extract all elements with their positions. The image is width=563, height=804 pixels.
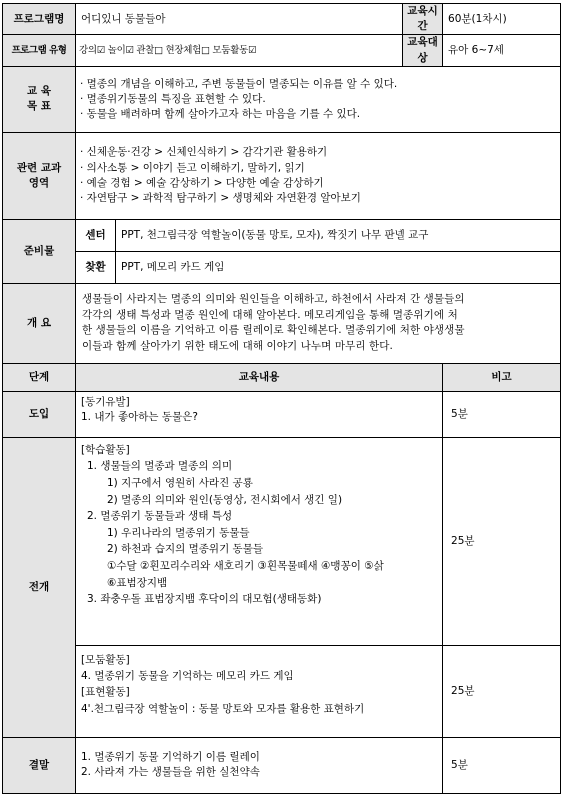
program-type-label: 프로그램 유형	[3, 35, 76, 66]
closing-row	[3, 737, 561, 793]
development-row-1	[3, 437, 561, 645]
goals-label-line2: 목 표	[27, 100, 51, 113]
activity-line: 4. 멸종위기 동물을 기억하는 메모리 카드 게임	[81, 670, 294, 683]
intro-stage: 도입	[3, 391, 76, 437]
activity-line: [학습활동]	[81, 443, 130, 456]
curriculum-row	[3, 132, 561, 219]
intro-line: [동기유발]	[81, 395, 130, 408]
lesson-plan-table	[2, 3, 561, 794]
materials-row-field	[3, 251, 561, 283]
goal-item: · 동물을 배려하며 함께 살아가고자 하는 마음을 기를 수 있다.	[80, 107, 361, 120]
materials-items: PPT, 천그림극장 역할놀이(동물 망토, 모자), 짝짓기 나무 판넬 교구	[116, 219, 561, 251]
materials-place: 찾환	[76, 251, 116, 283]
overview-text	[76, 283, 561, 363]
activity-line: ⑥표범장지뱀	[107, 576, 168, 589]
activity-line: 1) 우리나라의 멸종위기 동물들	[107, 526, 250, 539]
goals-label	[3, 66, 76, 132]
curriculum-item: · 예술 경험 > 예술 감상하기 > 다양한 예술 감상하기	[80, 176, 324, 189]
goals-list	[76, 66, 561, 132]
goals-label-line1: 교 육	[27, 85, 51, 98]
materials-place: 센터	[76, 219, 116, 251]
overview-line: 생물들이 사라지는 멸종의 의미와 원인들을 이해하고, 하천에서 사라져 간 생물들의	[82, 292, 465, 305]
materials-label: 준비물	[3, 219, 76, 283]
overview-line: 각각의 생태 특성과 멸종 원인에 대해 알아본다. 메모리게임을 통해 멸종위기에 처	[82, 308, 458, 321]
program-name-row	[3, 4, 561, 35]
activity-line: 1. 생물들의 멸종과 멸종의 의미	[87, 460, 233, 473]
time-value: 60분(1차시)	[443, 4, 561, 35]
program-name-label: 프로그램명	[3, 4, 76, 35]
closing-content	[76, 737, 443, 793]
activity-line: 2) 하천과 습지의 멸종위기 동물들	[107, 543, 263, 556]
overview-line: 이들과 함께 살아가기 위한 태도에 대해 이야기 나누며 마무리 한다.	[82, 340, 393, 353]
materials-items: PPT, 메모리 카드 게임	[116, 251, 561, 283]
program-type-row	[3, 35, 561, 66]
target-label: 교육대상	[403, 35, 443, 66]
content-header: 교육내용	[76, 363, 443, 391]
intro-row	[3, 391, 561, 437]
curriculum-item: · 자연탐구 > 과학적 탐구하기 > 생명체와 자연환경 알아보기	[80, 192, 361, 205]
closing-note: 5분	[443, 737, 561, 793]
intro-line: 1. 내가 좋아하는 동물은?	[81, 411, 198, 424]
development-stage: 전개	[3, 437, 76, 737]
closing-line: 1. 멸종위기 동물 기억하기 이름 릴레이	[81, 751, 260, 764]
time-label: 교육시간	[403, 4, 443, 35]
development-note-2: 25분	[443, 645, 561, 737]
development-row-2	[3, 645, 561, 737]
stage-header: 단계	[3, 363, 76, 391]
curriculum-list	[76, 132, 561, 219]
activity-line: 3. 좌충우돌 표범장지뱀 후닥이의 대모험(생태동화)	[87, 593, 322, 606]
goals-row	[3, 66, 561, 132]
curriculum-label-line2: 영역	[28, 176, 50, 189]
schedule-header-row	[3, 363, 561, 391]
overview-row	[3, 283, 561, 363]
curriculum-label-line1: 관련 교과	[16, 161, 62, 174]
overview-line: 한 생물들의 이름을 기억하고 이름 릴레이로 확인해본다. 멸종위기에 처한 야생생물	[82, 324, 465, 337]
target-value: 유아 6~7세	[443, 35, 561, 66]
activity-line: [모둠활동]	[81, 653, 130, 666]
closing-stage: 결말	[3, 737, 76, 793]
intro-content	[76, 391, 443, 437]
activity-line: 2. 멸종위기 동물들과 생태 특성	[87, 510, 233, 523]
curriculum-item: · 의사소통 > 이야기 듣고 이해하기, 말하기, 읽기	[80, 161, 305, 174]
intro-note: 5분	[443, 391, 561, 437]
activity-line: 2) 멸종의 의미와 원인(동영상, 전시회에서 생긴 일)	[107, 493, 343, 506]
activity-line: [표현활동]	[81, 686, 130, 699]
program-name-value: 어디있니 동물들아	[76, 4, 403, 35]
development-content-1	[76, 437, 443, 645]
activity-line: 4'.천그림극장 역할놀이 : 동물 망토와 모자를 활용한 표현하기	[81, 702, 365, 715]
note-header: 비고	[443, 363, 561, 391]
goal-item: · 멸종위기동물의 특징을 표현할 수 있다.	[80, 92, 266, 105]
closing-line: 2. 사라져 가는 생물들을 위한 실천약속	[81, 766, 260, 779]
curriculum-label	[3, 132, 76, 219]
development-note-1: 25분	[443, 437, 561, 645]
goal-item: · 멸종의 개념을 이해하고, 주변 동물들이 멸종되는 이유를 알 수 있다.	[80, 77, 398, 90]
activity-line: ①수달 ②흰꼬리수리와 새호리기 ③흰목물떼새 ④맹꽁이 ⑤삵	[107, 559, 384, 572]
activity-line: 1) 지구에서 영원히 사라진 공룡	[107, 477, 253, 490]
program-type-value: 강의☑ 놀이☑ 관찰□ 현장체험□ 모둠활동☑	[76, 35, 403, 66]
development-content-2	[76, 645, 443, 737]
materials-row-center	[3, 219, 561, 251]
curriculum-item: · 신체운동·건강 > 신체인식하기 > 감각기관 활용하기	[80, 146, 328, 159]
overview-label: 개 요	[3, 283, 76, 363]
